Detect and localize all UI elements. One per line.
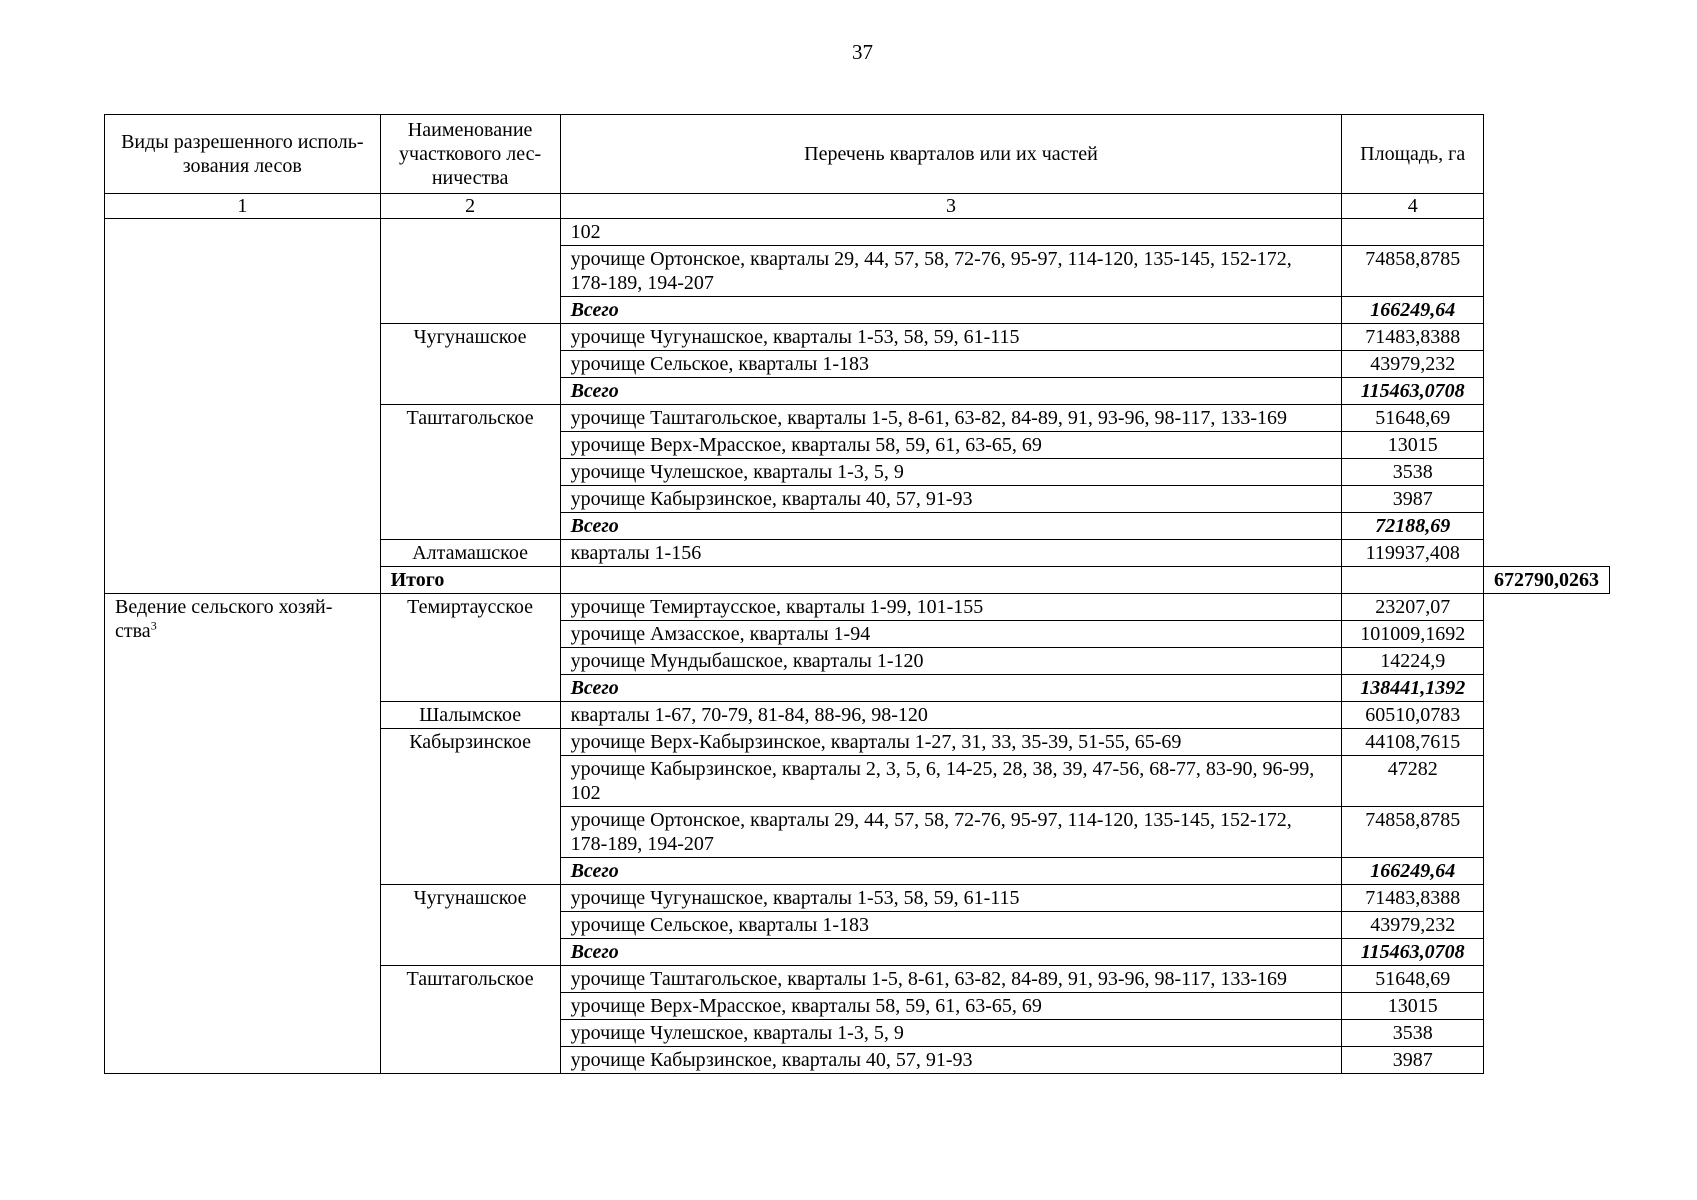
header-area: Площадь, га (1342, 115, 1484, 194)
area-cell: 119937,408 (1342, 540, 1484, 567)
area-cell: 101009,1692 (1342, 621, 1484, 648)
quarters-cell: урочище Верх-Кабырзинское, кварталы 1-27, 31, 33, 35-39, 51-55, 65-69 (560, 729, 1342, 756)
column-number: 3 (560, 194, 1342, 219)
column-number: 4 (1342, 194, 1484, 219)
area-cell: 44108,7615 (1342, 729, 1484, 756)
quarters-cell: урочище Сельское, кварталы 1-183 (560, 912, 1342, 939)
grand-total-label: Итого (380, 567, 560, 594)
quarters-cell: кварталы 1-67, 70-79, 81-84, 88-96, 98-120 (560, 702, 1342, 729)
area-cell: 3987 (1342, 1047, 1484, 1074)
subtotal-value: 166249,64 (1342, 858, 1484, 885)
forest-use-table (104, 114, 1610, 1074)
column-number: 1 (105, 194, 381, 219)
forestry-cell-empty (380, 219, 560, 324)
use-type-cell-empty (105, 219, 381, 594)
quarters-cell: кварталы 1-156 (560, 540, 1342, 567)
quarters-cell: урочище Таштагольское, кварталы 1-5, 8-61, 63-82, 84-89, 91, 93-96, 98-117, 133-169 (560, 966, 1342, 993)
subtotal-value: 138441,1392 (1342, 675, 1484, 702)
page-number: 37 (852, 40, 873, 64)
subtotal-label: Всего (560, 858, 1342, 885)
forestry-name: Кабырзинское (380, 729, 560, 885)
subtotal-value: 115463,0708 (1342, 939, 1484, 966)
quarters-cell: урочище Верх-Мрасское, кварталы 58, 59, 61, 63-65, 69 (560, 432, 1342, 459)
subtotal-label: Всего (560, 513, 1342, 540)
area-cell: 74858,8785 (1342, 807, 1484, 858)
forestry-name: Таштагольское (380, 405, 560, 540)
use-type-cell (105, 594, 381, 1074)
area-cell: 71483,8388 (1342, 324, 1484, 351)
header-use-type: Виды разрешенного исполь-зования лесов (105, 115, 381, 194)
footnote-marker: 3 (150, 618, 157, 633)
subtotal-value: 115463,0708 (1342, 378, 1484, 405)
area-cell: 3538 (1342, 1020, 1484, 1047)
header-forestry-name: Наименование участкового лес-ничества (380, 115, 560, 194)
table-header-row (105, 115, 1610, 194)
column-number: 2 (380, 194, 560, 219)
table-row (105, 219, 1610, 246)
quarters-cell: урочище Чулешское, кварталы 1-3, 5, 9 (560, 459, 1342, 486)
subtotal-label: Всего (560, 939, 1342, 966)
quarters-cell: урочище Ортонское, кварталы 29, 44, 57, 58, 72-76, 95-97, 114-120, 135-145, 152-172, 178-189, 194-207 (560, 807, 1342, 858)
quarters-cell: урочище Верх-Мрасское, кварталы 58, 59, 61, 63-65, 69 (560, 993, 1342, 1020)
quarters-cell: урочище Чугунашское, кварталы 1-53, 58, 59, 61-115 (560, 885, 1342, 912)
header-quarters-list: Перечень кварталов или их частей (560, 115, 1342, 194)
forestry-name: Чугунашское (380, 324, 560, 405)
area-cell: 3987 (1342, 486, 1484, 513)
subtotal-label: Всего (560, 297, 1342, 324)
area-cell: 23207,07 (1342, 594, 1484, 621)
quarters-cell: урочище Амзасское, кварталы 1-94 (560, 621, 1342, 648)
quarters-cell: урочище Ортонское, кварталы 29, 44, 57, 58, 72-76, 95-97, 114-120, 135-145, 152-172, 178-189, 194-207 (560, 246, 1342, 297)
subtotal-label: Всего (560, 378, 1342, 405)
column-number-row (105, 194, 1610, 219)
forestry-name: Таштагольское (380, 966, 560, 1074)
area-cell: 51648,69 (1342, 966, 1484, 993)
area-cell: 43979,232 (1342, 351, 1484, 378)
forestry-name: Шалымское (380, 702, 560, 729)
quarters-cell: урочище Чулешское, кварталы 1-3, 5, 9 (560, 1020, 1342, 1047)
area-cell: 3538 (1342, 459, 1484, 486)
subtotal-value: 166249,64 (1342, 297, 1484, 324)
use-type-label: Ведение сельского хозяй-ства (115, 596, 333, 642)
empty-cell (1342, 567, 1484, 594)
area-cell (1342, 219, 1484, 246)
forestry-name: Чугунашское (380, 885, 560, 966)
quarters-cell: урочище Сельское, кварталы 1-183 (560, 351, 1342, 378)
quarters-cell: урочище Кабырзинское, кварталы 40, 57, 91-93 (560, 1047, 1342, 1074)
quarters-cell: урочище Таштагольское, кварталы 1-5, 8-61, 63-82, 84-89, 91, 93-96, 98-117, 133-169 (560, 405, 1342, 432)
forestry-name: Алтамашское (380, 540, 560, 567)
area-cell: 51648,69 (1342, 405, 1484, 432)
area-cell: 43979,232 (1342, 912, 1484, 939)
quarters-cell: урочище Кабырзинское, кварталы 2, 3, 5, 6, 14-25, 28, 38, 39, 47-56, 68-77, 83-90, 96-99, 102 (560, 756, 1342, 807)
subtotal-value: 72188,69 (1342, 513, 1484, 540)
quarters-cell: урочище Чугунашское, кварталы 1-53, 58, 59, 61-115 (560, 324, 1342, 351)
area-cell: 13015 (1342, 432, 1484, 459)
area-cell: 60510,0783 (1342, 702, 1484, 729)
subtotal-label: Всего (560, 675, 1342, 702)
quarters-cell: урочище Мундыбашское, кварталы 1-120 (560, 648, 1342, 675)
grand-total-value: 672790,0263 (1484, 567, 1610, 594)
area-cell: 13015 (1342, 993, 1484, 1020)
quarters-cell: урочище Темиртаусское, кварталы 1-99, 101-155 (560, 594, 1342, 621)
area-cell: 47282 (1342, 756, 1484, 807)
quarters-cell: 102 (560, 219, 1342, 246)
area-cell: 71483,8388 (1342, 885, 1484, 912)
area-cell: 74858,8785 (1342, 246, 1484, 297)
quarters-cell: урочище Кабырзинское, кварталы 40, 57, 91-93 (560, 486, 1342, 513)
forestry-name: Темиртаусское (380, 594, 560, 702)
table-row (105, 594, 1610, 621)
empty-cell (560, 567, 1342, 594)
area-cell: 14224,9 (1342, 648, 1484, 675)
